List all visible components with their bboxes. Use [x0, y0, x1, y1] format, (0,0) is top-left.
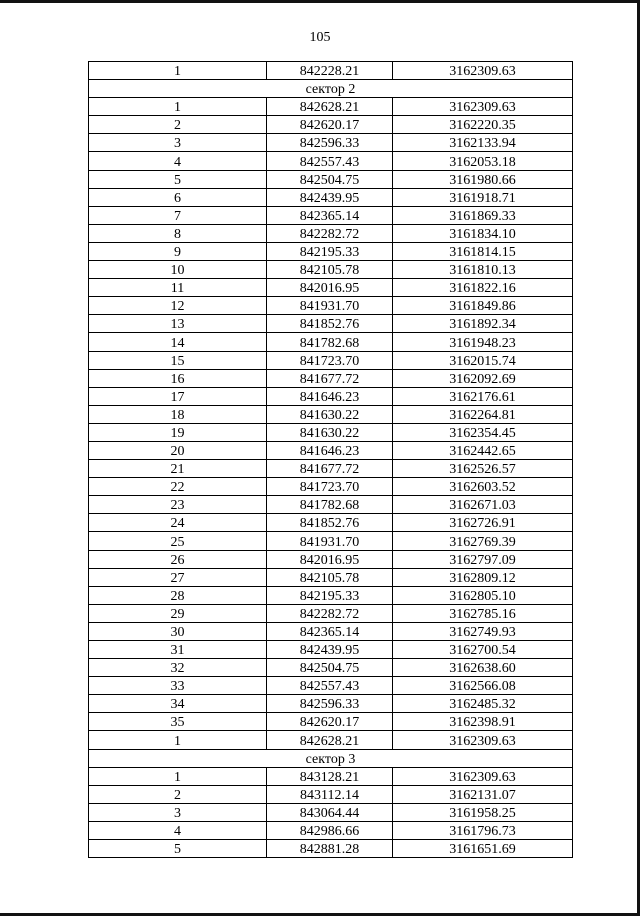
x-coordinate-cell: 843112.14 — [267, 785, 393, 803]
point-number-cell: 8 — [89, 224, 267, 242]
x-coordinate-cell: 842620.17 — [267, 116, 393, 134]
table-row — [89, 478, 573, 496]
point-number-cell: 2 — [89, 116, 267, 134]
point-number-cell: 32 — [89, 659, 267, 677]
table-row — [89, 170, 573, 188]
table-row — [89, 641, 573, 659]
x-coordinate-cell: 843064.44 — [267, 803, 393, 821]
y-coordinate-cell: 3162131.07 — [393, 785, 573, 803]
table-row — [89, 821, 573, 839]
x-coordinate-cell: 842504.75 — [267, 170, 393, 188]
x-coordinate-cell: 842557.43 — [267, 152, 393, 170]
table-row — [89, 695, 573, 713]
x-coordinate-cell: 842228.21 — [267, 62, 393, 80]
table-row — [89, 152, 573, 170]
coordinates-table — [88, 61, 573, 858]
table-row — [89, 188, 573, 206]
x-coordinate-cell: 842986.66 — [267, 821, 393, 839]
x-coordinate-cell: 842628.21 — [267, 98, 393, 116]
x-coordinate-cell: 842016.95 — [267, 550, 393, 568]
point-number-cell: 35 — [89, 713, 267, 731]
table-row — [89, 98, 573, 116]
y-coordinate-cell: 3161814.15 — [393, 242, 573, 260]
x-coordinate-cell: 842596.33 — [267, 695, 393, 713]
sector-header-row — [89, 749, 573, 767]
x-coordinate-cell: 843128.21 — [267, 767, 393, 785]
y-coordinate-cell: 3162671.03 — [393, 496, 573, 514]
x-coordinate-cell: 842195.33 — [267, 586, 393, 604]
table-row — [89, 622, 573, 640]
y-coordinate-cell: 3162133.94 — [393, 134, 573, 152]
point-number-cell: 30 — [89, 622, 267, 640]
point-number-cell: 19 — [89, 423, 267, 441]
table-row — [89, 586, 573, 604]
point-number-cell: 25 — [89, 532, 267, 550]
table-row — [89, 713, 573, 731]
table-row — [89, 604, 573, 622]
table-row — [89, 731, 573, 749]
point-number-cell: 31 — [89, 641, 267, 659]
point-number-cell: 7 — [89, 206, 267, 224]
y-coordinate-cell: 3162398.91 — [393, 713, 573, 731]
point-number-cell: 27 — [89, 568, 267, 586]
table-row — [89, 767, 573, 785]
y-coordinate-cell: 3162309.63 — [393, 62, 573, 80]
point-number-cell: 4 — [89, 152, 267, 170]
x-coordinate-cell: 842439.95 — [267, 188, 393, 206]
x-coordinate-cell: 842016.95 — [267, 279, 393, 297]
y-coordinate-cell: 3162442.65 — [393, 441, 573, 459]
point-number-cell: 24 — [89, 514, 267, 532]
y-coordinate-cell: 3162309.63 — [393, 767, 573, 785]
point-number-cell: 33 — [89, 677, 267, 695]
point-number-cell: 21 — [89, 460, 267, 478]
sector-label: сектор 3 — [89, 749, 573, 767]
y-coordinate-cell: 3162805.10 — [393, 586, 573, 604]
x-coordinate-cell: 842504.75 — [267, 659, 393, 677]
x-coordinate-cell: 842105.78 — [267, 568, 393, 586]
table-row — [89, 62, 573, 80]
table-row — [89, 261, 573, 279]
point-number-cell: 34 — [89, 695, 267, 713]
table-row — [89, 333, 573, 351]
y-coordinate-cell: 3162264.81 — [393, 405, 573, 423]
point-number-cell: 18 — [89, 405, 267, 423]
table-row — [89, 224, 573, 242]
x-coordinate-cell: 842596.33 — [267, 134, 393, 152]
y-coordinate-cell: 3162638.60 — [393, 659, 573, 677]
y-coordinate-cell: 3162220.35 — [393, 116, 573, 134]
y-coordinate-cell: 3161810.13 — [393, 261, 573, 279]
point-number-cell: 20 — [89, 441, 267, 459]
point-number-cell: 22 — [89, 478, 267, 496]
point-number-cell: 28 — [89, 586, 267, 604]
x-coordinate-cell: 841723.70 — [267, 478, 393, 496]
table-row — [89, 297, 573, 315]
sector-header-row — [89, 80, 573, 98]
table-row — [89, 242, 573, 260]
point-number-cell: 3 — [89, 803, 267, 821]
x-coordinate-cell: 841931.70 — [267, 297, 393, 315]
point-number-cell: 5 — [89, 170, 267, 188]
x-coordinate-cell: 842105.78 — [267, 261, 393, 279]
x-coordinate-cell: 842620.17 — [267, 713, 393, 731]
point-number-cell: 13 — [89, 315, 267, 333]
y-coordinate-cell: 3161869.33 — [393, 206, 573, 224]
point-number-cell: 12 — [89, 297, 267, 315]
x-coordinate-cell: 841852.76 — [267, 315, 393, 333]
table-row — [89, 659, 573, 677]
y-coordinate-cell: 3162785.16 — [393, 604, 573, 622]
x-coordinate-cell: 842195.33 — [267, 242, 393, 260]
y-coordinate-cell: 3161796.73 — [393, 821, 573, 839]
table-row — [89, 369, 573, 387]
point-number-cell: 1 — [89, 767, 267, 785]
y-coordinate-cell: 3162700.54 — [393, 641, 573, 659]
y-coordinate-cell: 3161651.69 — [393, 840, 573, 858]
x-coordinate-cell: 841852.76 — [267, 514, 393, 532]
point-number-cell: 11 — [89, 279, 267, 297]
table-row — [89, 532, 573, 550]
y-coordinate-cell: 3161849.86 — [393, 297, 573, 315]
table-row — [89, 279, 573, 297]
y-coordinate-cell: 3161892.34 — [393, 315, 573, 333]
point-number-cell: 1 — [89, 98, 267, 116]
x-coordinate-cell: 841646.23 — [267, 387, 393, 405]
x-coordinate-cell: 842282.72 — [267, 224, 393, 242]
table-row — [89, 514, 573, 532]
y-coordinate-cell: 3162309.63 — [393, 731, 573, 749]
x-coordinate-cell: 841723.70 — [267, 351, 393, 369]
point-number-cell: 6 — [89, 188, 267, 206]
point-number-cell: 9 — [89, 242, 267, 260]
y-coordinate-cell: 3162769.39 — [393, 532, 573, 550]
page-number: 105 — [309, 30, 331, 45]
table-row — [89, 134, 573, 152]
point-number-cell: 26 — [89, 550, 267, 568]
x-coordinate-cell: 841677.72 — [267, 460, 393, 478]
page-edge-top — [0, 0, 640, 3]
x-coordinate-cell: 842439.95 — [267, 641, 393, 659]
table-row — [89, 405, 573, 423]
x-coordinate-cell: 842881.28 — [267, 840, 393, 858]
x-coordinate-cell: 842557.43 — [267, 677, 393, 695]
table-row — [89, 840, 573, 858]
table-row — [89, 803, 573, 821]
x-coordinate-cell: 842282.72 — [267, 604, 393, 622]
y-coordinate-cell: 3162176.61 — [393, 387, 573, 405]
table-row — [89, 423, 573, 441]
y-coordinate-cell: 3161958.25 — [393, 803, 573, 821]
x-coordinate-cell: 842628.21 — [267, 731, 393, 749]
table-row — [89, 116, 573, 134]
y-coordinate-cell: 3161948.23 — [393, 333, 573, 351]
table-row — [89, 351, 573, 369]
table-row — [89, 387, 573, 405]
y-coordinate-cell: 3162309.63 — [393, 98, 573, 116]
table-row — [89, 206, 573, 224]
point-number-cell: 17 — [89, 387, 267, 405]
point-number-cell: 14 — [89, 333, 267, 351]
x-coordinate-cell: 841630.22 — [267, 405, 393, 423]
x-coordinate-cell: 842365.14 — [267, 206, 393, 224]
point-number-cell: 4 — [89, 821, 267, 839]
y-coordinate-cell: 3162809.12 — [393, 568, 573, 586]
y-coordinate-cell: 3162797.09 — [393, 550, 573, 568]
table-row — [89, 441, 573, 459]
x-coordinate-cell: 841931.70 — [267, 532, 393, 550]
y-coordinate-cell: 3162526.57 — [393, 460, 573, 478]
y-coordinate-cell: 3161918.71 — [393, 188, 573, 206]
y-coordinate-cell: 3162726.91 — [393, 514, 573, 532]
point-number-cell: 3 — [89, 134, 267, 152]
x-coordinate-cell: 841646.23 — [267, 441, 393, 459]
x-coordinate-cell: 842365.14 — [267, 622, 393, 640]
y-coordinate-cell: 3162566.08 — [393, 677, 573, 695]
point-number-cell: 29 — [89, 604, 267, 622]
sector-label: сектор 2 — [89, 80, 573, 98]
x-coordinate-cell: 841782.68 — [267, 333, 393, 351]
point-number-cell: 10 — [89, 261, 267, 279]
y-coordinate-cell: 3162015.74 — [393, 351, 573, 369]
coordinates-table-body — [89, 62, 573, 858]
table-row — [89, 550, 573, 568]
table-row — [89, 677, 573, 695]
y-coordinate-cell: 3162092.69 — [393, 369, 573, 387]
table-row — [89, 568, 573, 586]
y-coordinate-cell: 3162603.52 — [393, 478, 573, 496]
point-number-cell: 23 — [89, 496, 267, 514]
y-coordinate-cell: 3161980.66 — [393, 170, 573, 188]
y-coordinate-cell: 3162749.93 — [393, 622, 573, 640]
point-number-cell: 1 — [89, 62, 267, 80]
point-number-cell: 15 — [89, 351, 267, 369]
table-row — [89, 460, 573, 478]
table-row — [89, 315, 573, 333]
x-coordinate-cell: 841782.68 — [267, 496, 393, 514]
y-coordinate-cell: 3161822.16 — [393, 279, 573, 297]
table-row — [89, 496, 573, 514]
y-coordinate-cell: 3162485.32 — [393, 695, 573, 713]
point-number-cell: 16 — [89, 369, 267, 387]
y-coordinate-cell: 3162354.45 — [393, 423, 573, 441]
point-number-cell: 1 — [89, 731, 267, 749]
x-coordinate-cell: 841630.22 — [267, 423, 393, 441]
point-number-cell: 2 — [89, 785, 267, 803]
point-number-cell: 5 — [89, 840, 267, 858]
y-coordinate-cell: 3162053.18 — [393, 152, 573, 170]
table-row — [89, 785, 573, 803]
y-coordinate-cell: 3161834.10 — [393, 224, 573, 242]
x-coordinate-cell: 841677.72 — [267, 369, 393, 387]
